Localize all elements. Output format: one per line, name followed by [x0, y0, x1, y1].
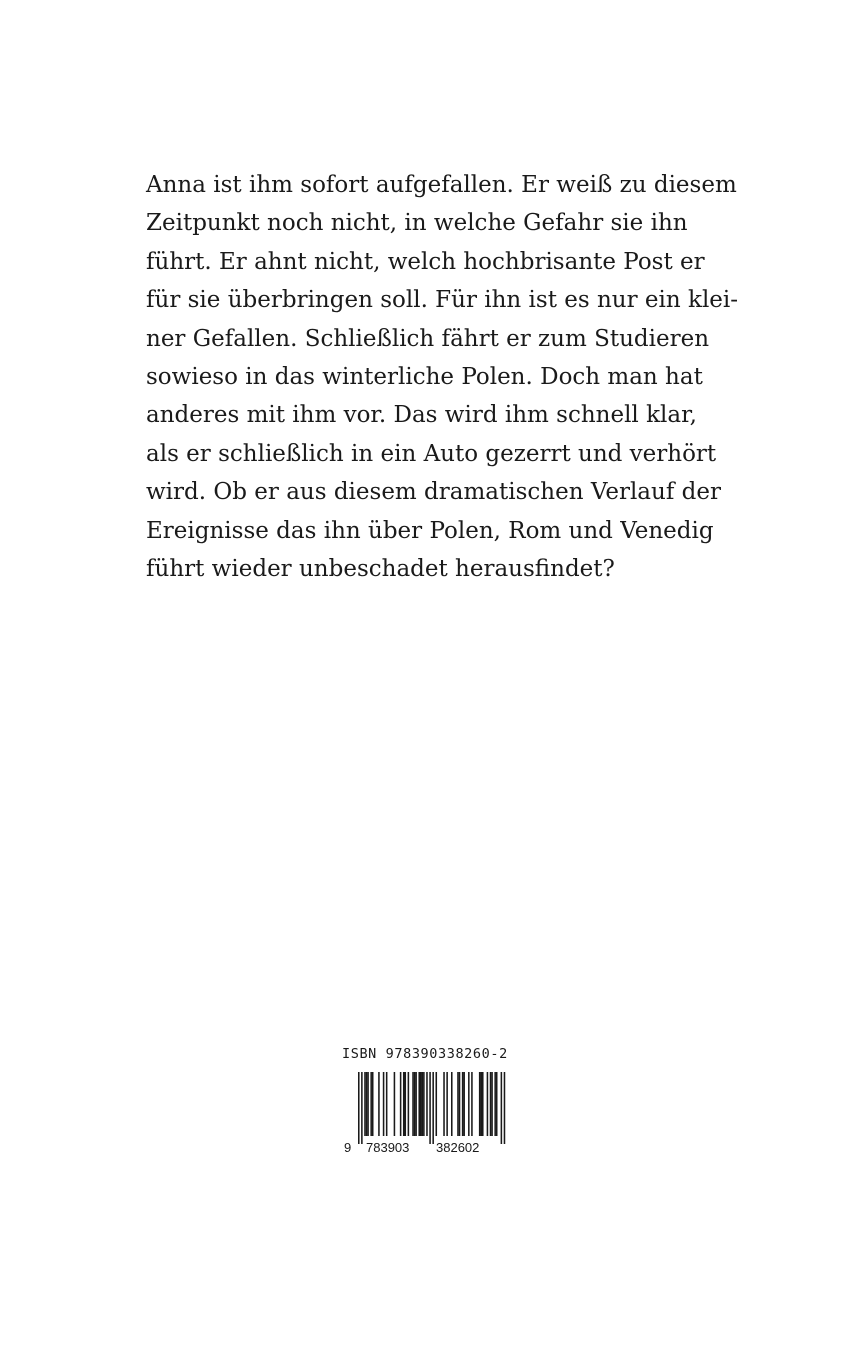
barcode-bar — [451, 1072, 453, 1136]
barcode-bar — [490, 1072, 492, 1136]
barcode-bar — [480, 1072, 482, 1136]
isbn-label: ISBN 978390338260-2 — [342, 1046, 508, 1062]
barcode-bar — [412, 1072, 414, 1136]
barcode-bar — [383, 1072, 385, 1136]
barcode-bar — [436, 1072, 438, 1136]
barcode-bar — [408, 1072, 410, 1136]
barcode-bar — [400, 1072, 402, 1136]
barcode-bar — [462, 1072, 464, 1136]
barcode-bar — [418, 1072, 420, 1136]
barcode-guard-bar — [432, 1072, 434, 1144]
barcode-bar — [491, 1072, 493, 1136]
barcode-bar — [394, 1072, 396, 1136]
barcode-bar — [443, 1072, 445, 1136]
barcode-guard-bar — [501, 1072, 503, 1144]
barcode-guard-bar — [358, 1072, 360, 1144]
blurb-line: Anna ist ihm sofort aufgefallen. Er weiß zu diesem — [146, 172, 737, 198]
barcode-bar — [496, 1072, 498, 1136]
barcode-bar — [420, 1072, 422, 1136]
barcode-bar — [463, 1072, 465, 1136]
blurb-line: Zeitpunkt noch nicht, in welche Gefahr sie ihn — [146, 210, 688, 237]
blurb-line: führt wieder unbeschadet herausfindet? — [146, 556, 615, 583]
blurb-line: Ereignisse das ihn über Polen, Rom und Venedig — [146, 517, 714, 544]
blurb-line: wird. Ob er aus diesem dramatischen Verlauf der — [146, 479, 721, 506]
barcode-digit-first: 9 — [344, 1140, 352, 1154]
blurb-text — [146, 166, 739, 588]
barcode-bar — [367, 1072, 369, 1136]
barcode-bar — [378, 1072, 380, 1136]
barcode-bar — [414, 1072, 416, 1136]
barcode-bar — [457, 1072, 459, 1136]
barcode-guard-bar — [504, 1072, 506, 1144]
barcode-graphic — [342, 1072, 512, 1154]
barcode-digits-right: 382602 — [436, 1140, 480, 1154]
barcode-bar — [487, 1072, 489, 1136]
barcode-bar — [479, 1072, 481, 1136]
barcode-bar — [459, 1072, 461, 1136]
blurb-line: führt. Er ahnt nicht, welch hochbrisante Post er — [146, 248, 705, 275]
barcode-bar — [471, 1072, 473, 1136]
barcode-bar — [494, 1072, 496, 1136]
barcode-guard-bar — [429, 1072, 431, 1144]
barcode-bar — [372, 1072, 374, 1136]
blurb-line: als er schließlich in ein Auto gezerrt und verhört — [146, 440, 717, 467]
barcode-bar — [482, 1072, 484, 1136]
barcode-bar — [403, 1072, 405, 1136]
barcode-bar — [415, 1072, 417, 1136]
barcode-digits-left: 783903 — [366, 1140, 410, 1154]
barcode-bar — [426, 1072, 428, 1136]
barcode-bar — [423, 1072, 425, 1136]
barcode-bar — [405, 1072, 407, 1136]
barcode-bar — [468, 1072, 470, 1136]
blurb-line: anderes mit ihm vor. Das wird ihm schnell klar, — [146, 402, 697, 429]
barcode-bar — [422, 1072, 424, 1136]
barcode-bar — [370, 1072, 372, 1136]
barcode-bar — [386, 1072, 388, 1136]
barcode-bar — [364, 1072, 366, 1136]
blurb-line: für sie überbringen soll. Für ihn ist es nur ein klei- — [146, 287, 739, 314]
isbn-barcode — [342, 1046, 512, 1156]
barcode-guard-bar — [361, 1072, 363, 1144]
barcode-bar — [446, 1072, 448, 1136]
blurb-line: ner Gefallen. Schließlich fährt er zum Studieren — [146, 325, 710, 352]
blurb-line: sowieso in das winterliche Polen. Doch man hat — [146, 364, 703, 391]
barcode-bar — [366, 1072, 368, 1136]
